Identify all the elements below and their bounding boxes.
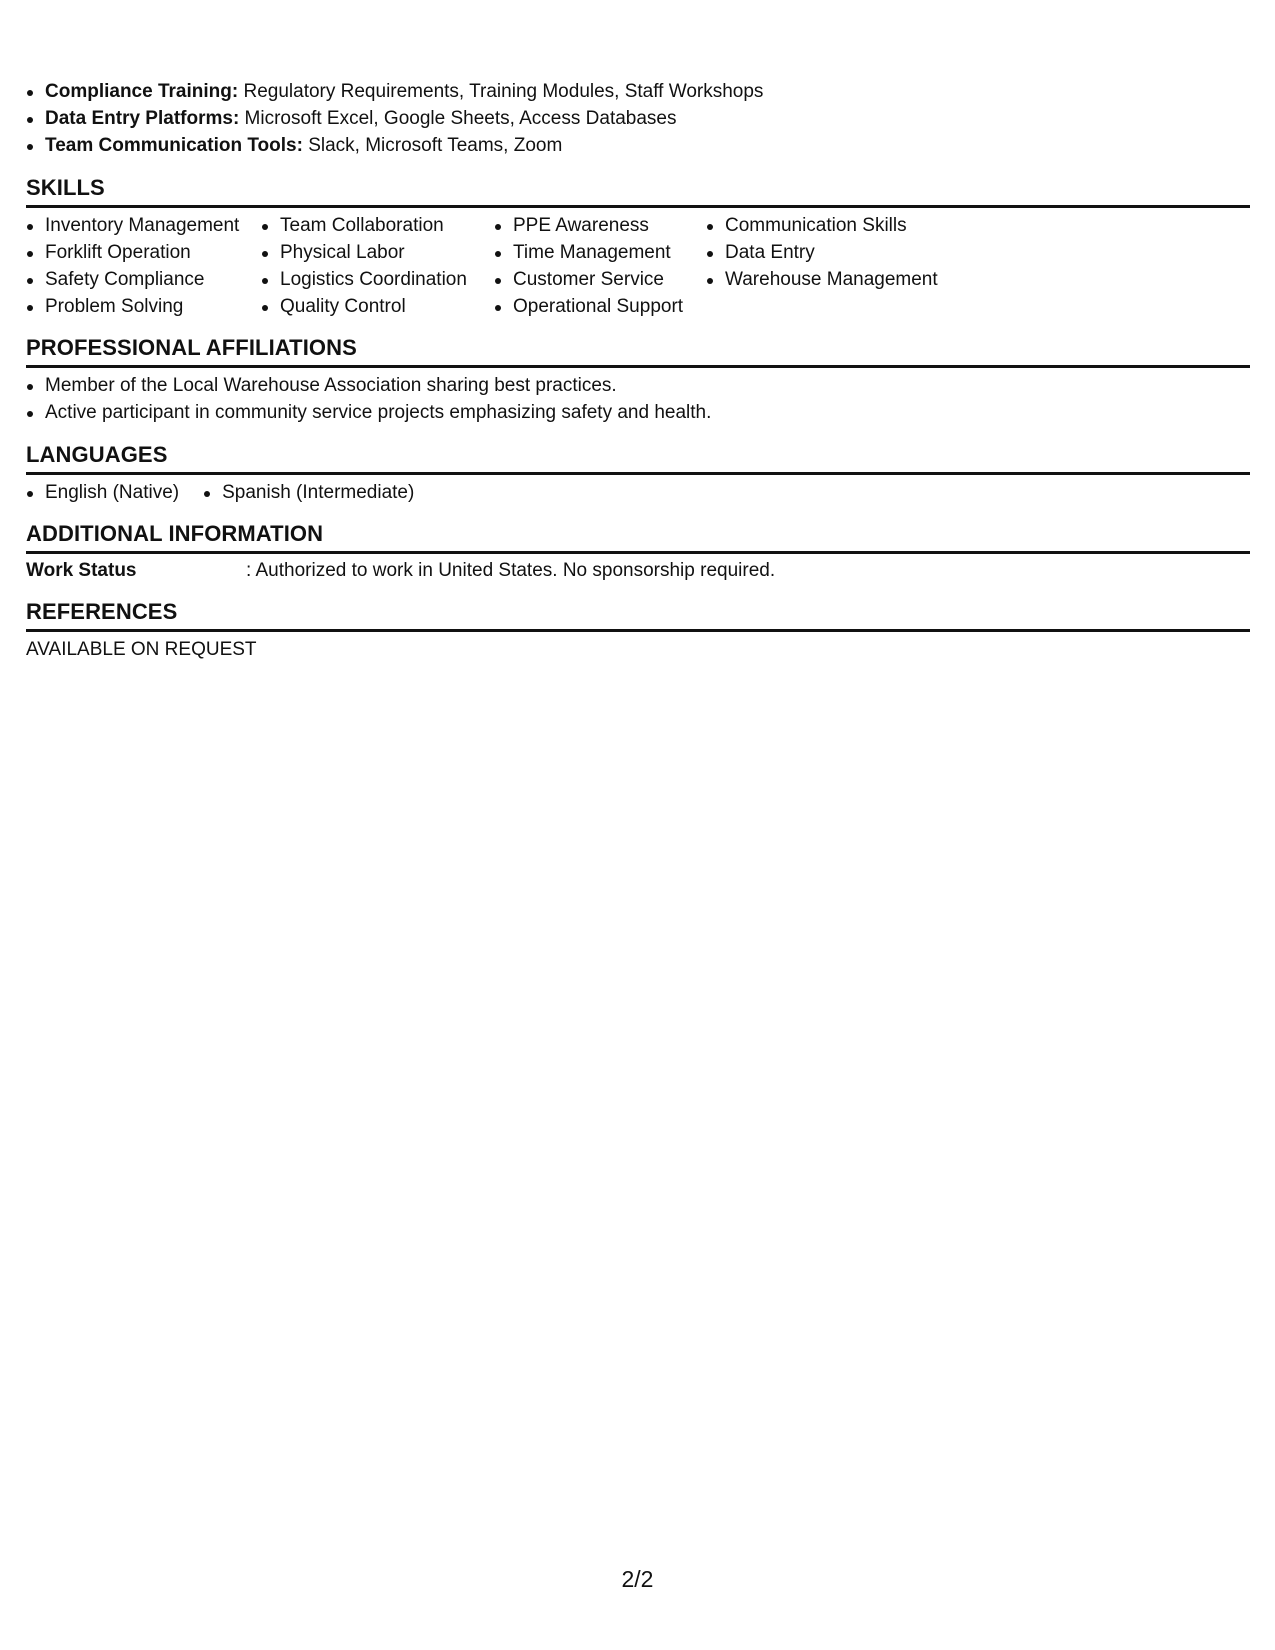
affiliation-item: Member of the Local Warehouse Association sharing best practices. bbox=[26, 372, 1250, 399]
skills-divider bbox=[26, 205, 1250, 208]
tools-item-label: Team Communication Tools: bbox=[45, 135, 303, 156]
tools-item-label: Data Entry Platforms: bbox=[45, 108, 240, 129]
additional-info-divider bbox=[26, 551, 1250, 554]
skill-item: Warehouse Management bbox=[706, 266, 946, 293]
language-item: English (Native) bbox=[26, 479, 179, 506]
skill-item: Data Entry bbox=[706, 239, 946, 266]
tools-item-data-entry bbox=[26, 105, 1250, 132]
skill-item: Time Management bbox=[494, 239, 706, 266]
tools-item-value: Regulatory Requirements, Training Modules, Staff Workshops bbox=[238, 81, 764, 102]
affiliations-divider bbox=[26, 365, 1250, 368]
work-status-label: Work Status bbox=[26, 560, 137, 581]
page-number: 2/2 bbox=[621, 1566, 654, 1592]
skill-item: Logistics Coordination bbox=[261, 266, 494, 293]
skill-item: Communication Skills bbox=[706, 212, 946, 239]
resume-page bbox=[26, 78, 1250, 664]
tools-item-communication bbox=[26, 132, 1250, 159]
skill-item: PPE Awareness bbox=[494, 212, 706, 239]
work-status-value: : Authorized to work in United States. No sponsorship required. bbox=[246, 560, 776, 581]
skill-item: Safety Compliance bbox=[26, 266, 261, 293]
skill-item: Quality Control bbox=[261, 293, 494, 320]
additional-info-heading: ADDITIONAL INFORMATION bbox=[26, 521, 324, 546]
skills-column bbox=[706, 212, 946, 320]
languages-list bbox=[26, 479, 1250, 506]
tools-list bbox=[26, 78, 1250, 159]
skills-grid bbox=[26, 212, 1250, 320]
skills-heading: SKILLS bbox=[26, 175, 105, 200]
skills-column bbox=[494, 212, 706, 320]
tools-item-compliance bbox=[26, 78, 1250, 105]
language-item: Spanish (Intermediate) bbox=[203, 479, 414, 506]
references-heading: REFERENCES bbox=[26, 599, 178, 624]
affiliation-item: Active participant in community service projects emphasizing safety and health. bbox=[26, 399, 1250, 426]
languages-heading: LANGUAGES bbox=[26, 442, 168, 467]
tools-item-value: Microsoft Excel, Google Sheets, Access Databases bbox=[239, 108, 677, 129]
affiliations-list bbox=[26, 372, 1250, 426]
skill-item: Team Collaboration bbox=[261, 212, 494, 239]
skill-item: Physical Labor bbox=[261, 239, 494, 266]
languages-divider bbox=[26, 472, 1250, 475]
skill-item: Problem Solving bbox=[26, 293, 261, 320]
references-text: AVAILABLE ON REQUEST bbox=[26, 639, 257, 660]
skills-column bbox=[261, 212, 494, 320]
skill-item: Operational Support bbox=[494, 293, 706, 320]
skill-item: Forklift Operation bbox=[26, 239, 261, 266]
skill-item: Customer Service bbox=[494, 266, 706, 293]
skills-column bbox=[26, 212, 261, 320]
references-divider bbox=[26, 629, 1250, 632]
affiliations-heading: PROFESSIONAL AFFILIATIONS bbox=[26, 335, 357, 360]
tools-item-label: Compliance Training: bbox=[45, 81, 239, 102]
tools-item-value: Slack, Microsoft Teams, Zoom bbox=[302, 135, 563, 156]
work-status-row bbox=[26, 558, 1250, 584]
skill-item: Inventory Management bbox=[26, 212, 261, 239]
